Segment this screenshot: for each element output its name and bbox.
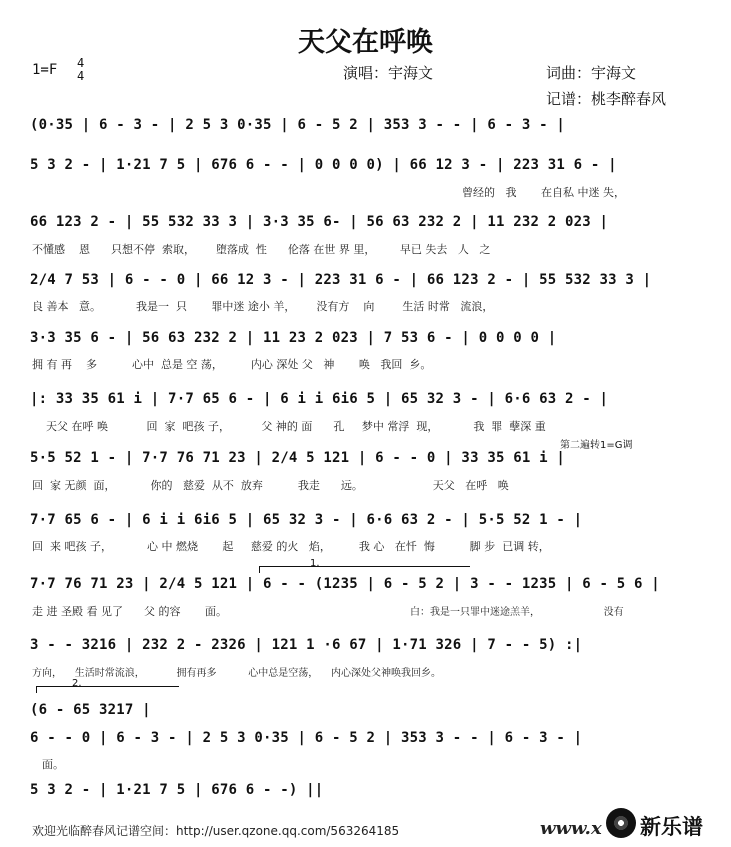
notation-row-3: 66 123 2 - | 55 532 33 3 | 3·3 35 6- | 56 63 232 2 | 11 232 2 023 | (30, 214, 609, 230)
time-signature-top: 4 (77, 56, 85, 70)
volta-1-label: 1. (310, 558, 320, 569)
song-title: 天父在呼唤 (298, 27, 433, 58)
notation-row-12: 6 - - 0 | 6 - 3 - | 2 5 3 0·35 | 6 - 5 2 | 353 3 - - | 6 - 3 - | (30, 730, 583, 746)
composer-credit: 词曲：宇海文 (546, 64, 637, 82)
footer-credit: 欢迎光临醉春风记谱空间：http://user.qzone.qq.com/563264185 (32, 824, 400, 838)
notation-row-13: 5 3 2 - | 1·21 7 5 | 676 6 - -) || (30, 782, 324, 798)
lyric-row-7: 回 家 无颜 面， 你的 慈爱 从不 放弃 我走 远。 天父 在呼 唤 (32, 479, 509, 492)
notation-row-2: 5 3 2 - | 1·21 7 5 | 676 6 - - | 0 0 0 0) | 66 12 3 - | 223 31 6 - | (30, 157, 617, 173)
lyric-row-5: 拥 有 再 多 心中 总是 空 荡， 内心 深处 父 神 唤 我回 乡。 (32, 358, 432, 371)
notation-row-10: 3 - - 3216 | 232 2 - 2326 | 121 1 ·6 67 | 1·71 326 | 7 - - 5) :| (30, 637, 583, 653)
transcriber-credit: 记谱：桃李醉春风 (546, 90, 667, 108)
modulation-note: 第二遍转1=G调 (560, 440, 633, 451)
volta-1-bracket (259, 566, 470, 573)
notation-row-7: 5·5 52 1 - | 7·7 76 71 23 | 2/4 5 121 | 6 - - 0 | 33 35 61 i | (30, 450, 565, 466)
notation-row-6: |: 33 35 61 i | 7·7 65 6 - | 6 i i 6i6 5 | 65 32 3 - | 6·6 63 2 - | (30, 391, 609, 407)
volta-2-label: 2. (72, 678, 82, 689)
lyric-row-3: 不懂感 恩 只想不停 索取， 堕落成 性 伦落 在世 界 里， 早已 失去 人 之 (32, 243, 491, 256)
record-disc-icon (606, 808, 636, 838)
spoken-line-2: 方向， 生活时常流浪， 拥有再多 心中总是空荡， 内心深处父神唤我回乡。 (32, 668, 442, 679)
notation-row-11: (6 - 65 3217 | (30, 702, 151, 718)
notation-row-4: 2/4 7 53 | 6 - - 0 | 66 12 3 - | 223 31 6 - | 66 123 2 - | 55 532 33 3 | (30, 272, 652, 288)
notation-row-8: 7·7 65 6 - | 6 i i 6i6 5 | 65 32 3 - | 6·6 63 2 - | 5·5 52 1 - | (30, 512, 583, 528)
notation-row-1: (0·35 | 6 - 3 - | 2 5 3 0·35 | 6 - 5 2 | 353 3 - - | 6 - 3 - | (30, 117, 565, 133)
lyric-row-4: 良 善本 意。 我是一 只 罪中迷 途小 羊， 没有方 向 生活 时常 流浪， (32, 300, 494, 313)
spoken-line-1: 白：我是一只罪中迷途羔羊， 没有 (410, 607, 624, 618)
notation-row-9: 7·7 76 71 23 | 2/4 5 121 | 6 - - (1235 | 6 - 5 2 | 3 - - 1235 | 6 - 5 6 | (30, 576, 660, 592)
notation-row-5: 3·3 35 6 - | 56 63 232 2 | 11 23 2 023 | 7 53 6 - | 0 0 0 0 | (30, 330, 557, 346)
time-signature-bottom: 4 (77, 69, 85, 83)
lyric-row-6: 天父 在呼 唤 回 家 吧孩 子， 父 神的 面 孔 梦中 常浮 现， 我 罪 孽深 重 (46, 420, 546, 433)
singer-credit: 演唱：宇海文 (343, 64, 434, 82)
watermark-text: www.x (540, 818, 602, 839)
lyric-row-12: 面。 (42, 758, 64, 771)
lyric-row-2: 曾经的 我 在自私 中迷 失， (462, 186, 625, 199)
lyric-row-9: 走 进 圣殿 看 见了 父 的容 面。 (32, 605, 227, 618)
key-signature: 1=F (32, 62, 58, 78)
site-logo: 新乐谱 (640, 815, 703, 839)
lyric-row-8: 回 来 吧孩 子， 心 中 燃烧 起 慈爱 的火 焰， 我 心 在忏 悔 脚 步 已调 转， (32, 540, 550, 553)
volta-2-bracket (36, 686, 179, 693)
